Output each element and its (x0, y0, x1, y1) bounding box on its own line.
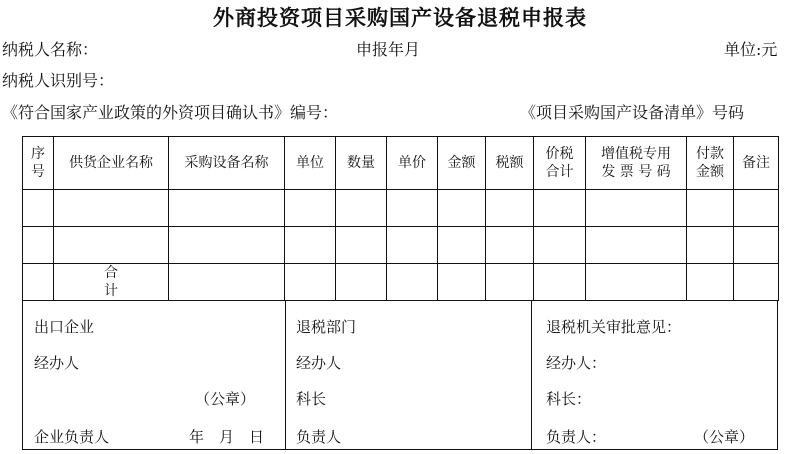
table-cell[interactable] (586, 264, 687, 301)
table-cell[interactable] (486, 227, 534, 264)
table-cell[interactable] (687, 264, 734, 301)
table-cell[interactable] (438, 227, 486, 264)
table-cell[interactable] (586, 190, 687, 227)
refund-dept-head-label: 负责人 (296, 428, 342, 446)
confirmation-cert-number-label: 《符合国家产业政策的外资项目确认书》编号： (2, 103, 339, 122)
table-cell[interactable] (734, 227, 779, 264)
total-row (23, 264, 779, 301)
table-cell[interactable] (534, 190, 586, 227)
table-cell[interactable] (387, 227, 438, 264)
unit-label: 单位:元 (724, 40, 778, 59)
table-cell[interactable] (285, 227, 336, 264)
col-unit: 单位 (285, 137, 336, 190)
table-row (23, 190, 779, 227)
table-cell[interactable] (534, 264, 586, 301)
table-cell[interactable] (438, 190, 486, 227)
col-unit-price: 单价 (387, 137, 438, 190)
table-cell[interactable] (54, 190, 169, 227)
exporter-seal-label: （公章） (195, 390, 256, 408)
table-cell[interactable] (387, 190, 438, 227)
table-cell[interactable] (486, 264, 534, 301)
table-cell[interactable] (285, 190, 336, 227)
authority-title: 退税机关审批意见： (546, 318, 682, 336)
col-amount: 金额 (438, 137, 486, 190)
table-cell[interactable] (534, 227, 586, 264)
col-quantity: 数量 (336, 137, 387, 190)
col-invoice-number: 增值税专用 发 票 号 码 (586, 137, 687, 190)
table-cell[interactable] (734, 190, 779, 227)
table-cell[interactable] (336, 190, 387, 227)
table-cell[interactable] (169, 264, 285, 301)
col-seq: 序 号 (23, 137, 54, 190)
table-cell[interactable] (23, 227, 54, 264)
table-cell[interactable] (734, 264, 779, 301)
exporter-date-label: 年 月 日 (189, 428, 265, 446)
col-supplier: 供货企业名称 (54, 137, 169, 190)
refund-department-section (285, 300, 531, 449)
col-remarks: 备注 (734, 137, 779, 190)
col-price-tax-total: 价税 合计 (534, 137, 586, 190)
table-cell[interactable] (687, 227, 734, 264)
taxpayer-id-label: 纳税人识别号： (2, 71, 115, 90)
authority-chief-label: 科长： (546, 390, 592, 408)
table-cell (23, 264, 54, 301)
refund-dept-chief-label: 科长 (296, 390, 327, 408)
table-cell[interactable] (23, 190, 54, 227)
exporter-section (23, 300, 285, 449)
tax-authority-section (531, 300, 778, 449)
declaration-table (22, 136, 779, 301)
refund-dept-title: 退税部门 (296, 318, 357, 336)
authority-handler-label: 经办人： (546, 354, 607, 372)
table-cell[interactable] (54, 227, 169, 264)
total-label: 合计 (54, 264, 169, 301)
form-title: 外商投资项目采购国产设备退税申报表 (213, 5, 587, 30)
equipment-list-number-label: 《项目采购国产设备清单》号码 (520, 103, 745, 122)
table-cell[interactable] (336, 227, 387, 264)
table-cell[interactable] (336, 264, 387, 301)
table-cell[interactable] (285, 264, 336, 301)
table-cell[interactable] (169, 190, 285, 227)
exporter-handler-label: 经办人 (34, 354, 80, 372)
table-row (23, 227, 779, 264)
exporter-title: 出口企业 (34, 318, 95, 336)
refund-dept-handler-label: 经办人 (296, 354, 342, 372)
table-cell[interactable] (586, 227, 687, 264)
table-cell[interactable] (169, 227, 285, 264)
col-payment: 付款 金额 (687, 137, 734, 190)
declaration-period-label: 申报年月 (356, 40, 421, 59)
col-equipment: 采购设备名称 (169, 137, 285, 190)
col-tax: 税额 (486, 137, 534, 190)
table-cell[interactable] (438, 264, 486, 301)
approval-section (22, 300, 778, 450)
exporter-head-label: 企业负责人 (34, 428, 110, 446)
table-cell[interactable] (387, 264, 438, 301)
authority-head-label: 负责人： (546, 428, 607, 446)
table-header-row (23, 137, 779, 190)
table-cell[interactable] (687, 190, 734, 227)
authority-seal-label: （公章） (694, 428, 755, 446)
taxpayer-name-label: 纳税人名称： (2, 40, 99, 59)
table-cell[interactable] (486, 190, 534, 227)
